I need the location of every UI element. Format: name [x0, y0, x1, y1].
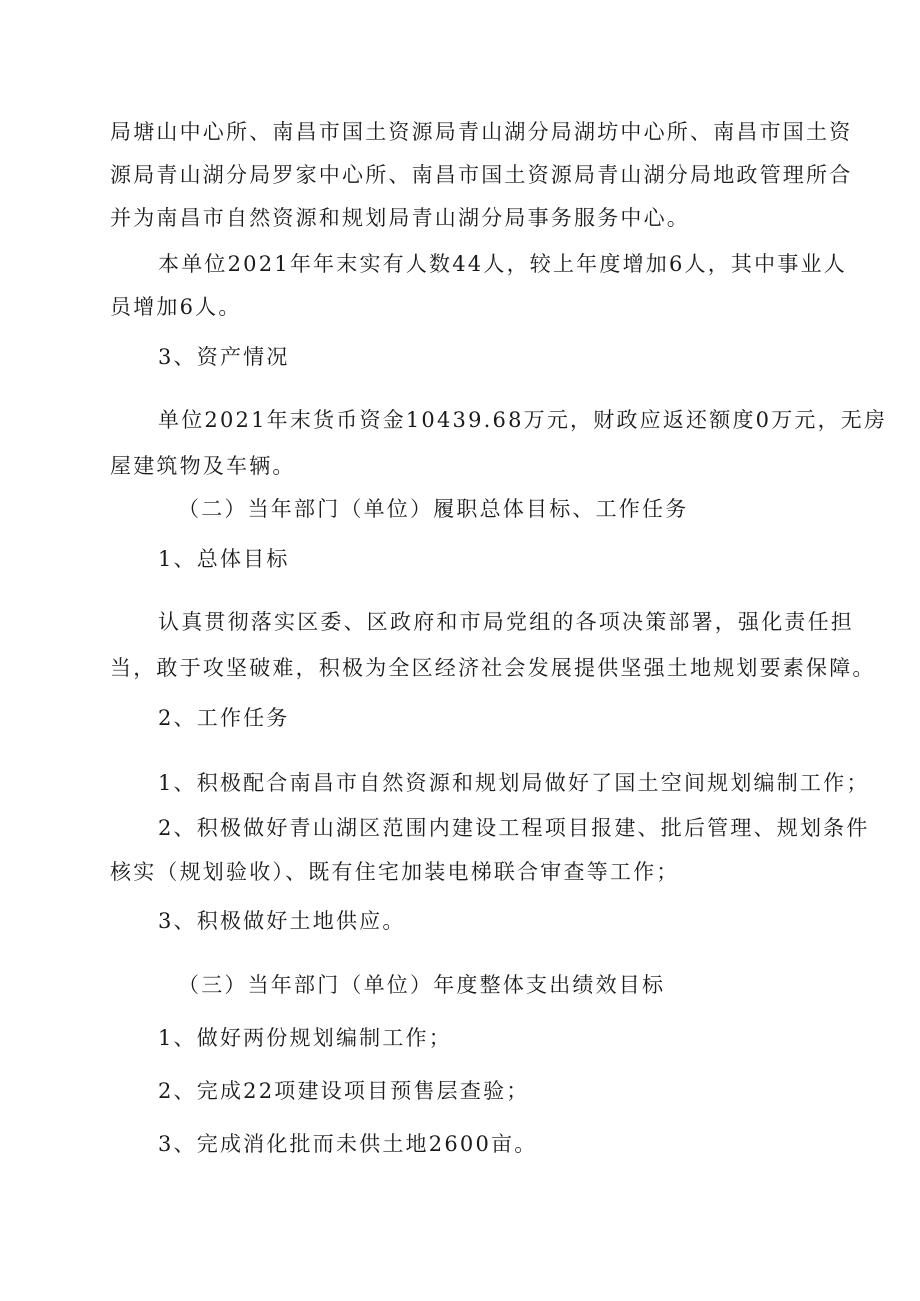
intro-line-2: 源局青山湖分局罗家中心所、南昌市国土资源局青山湖分局地政管理所合	[110, 163, 853, 187]
perf-line-1: 1、做好两份规划编制工作；	[158, 1026, 452, 1050]
intro-line-3: 并为南昌市自然资源和规划局青山湖分局事务服务中心。	[110, 206, 690, 230]
intro-line-1: 局塘山中心所、南昌市国土资源局青山湖分局湖坊中心所、南昌市国土资	[110, 120, 853, 144]
staff-line-1: 本单位2021年年末实有人数44人，较上年度增加6人，其中事业人	[158, 252, 847, 276]
perf-line-2: 2、完成22项建设项目预售层查验；	[158, 1079, 530, 1103]
task-line-4: 3、积极做好土地供应。	[158, 909, 406, 933]
goal-line-1: 认真贯彻落实区委、区政府和市局党组的各项决策部署，强化责任担	[158, 610, 854, 634]
perf-line-3: 3、完成消化批而未供土地2600亩。	[158, 1132, 538, 1156]
staff-line-2: 员增加6人。	[110, 295, 242, 319]
section3-heading: （三）当年部门（单位）年度整体支出绩效目标	[178, 973, 666, 997]
task-line-3: 核实（规划验收）、既有住宅加装电梯联合审查等工作；	[110, 860, 680, 884]
task-line-1: 1、积极配合南昌市自然资源和规划局做好了国土空间规划编制工作；	[158, 771, 870, 795]
assets-line-1: 单位2021年末货币资金10439.68万元，财政应返还额度0万元，无房	[158, 408, 888, 432]
task-line-2: 2、积极做好青山湖区范围内建设工程项目报建、批后管理、规划条件	[158, 816, 870, 840]
assets-heading: 3、资产情况	[158, 345, 290, 369]
assets-line-2: 屋建筑物及车辆。	[110, 454, 296, 478]
goal-heading: 1、总体目标	[158, 547, 290, 571]
goal-line-2: 当，敢于攻坚破难，积极为全区经济社会发展提供坚强土地规划要素保障。	[110, 656, 876, 680]
tasks-heading: 2、工作任务	[158, 706, 290, 730]
section2-heading: （二）当年部门（单位）履职总体目标、工作任务	[178, 497, 689, 521]
